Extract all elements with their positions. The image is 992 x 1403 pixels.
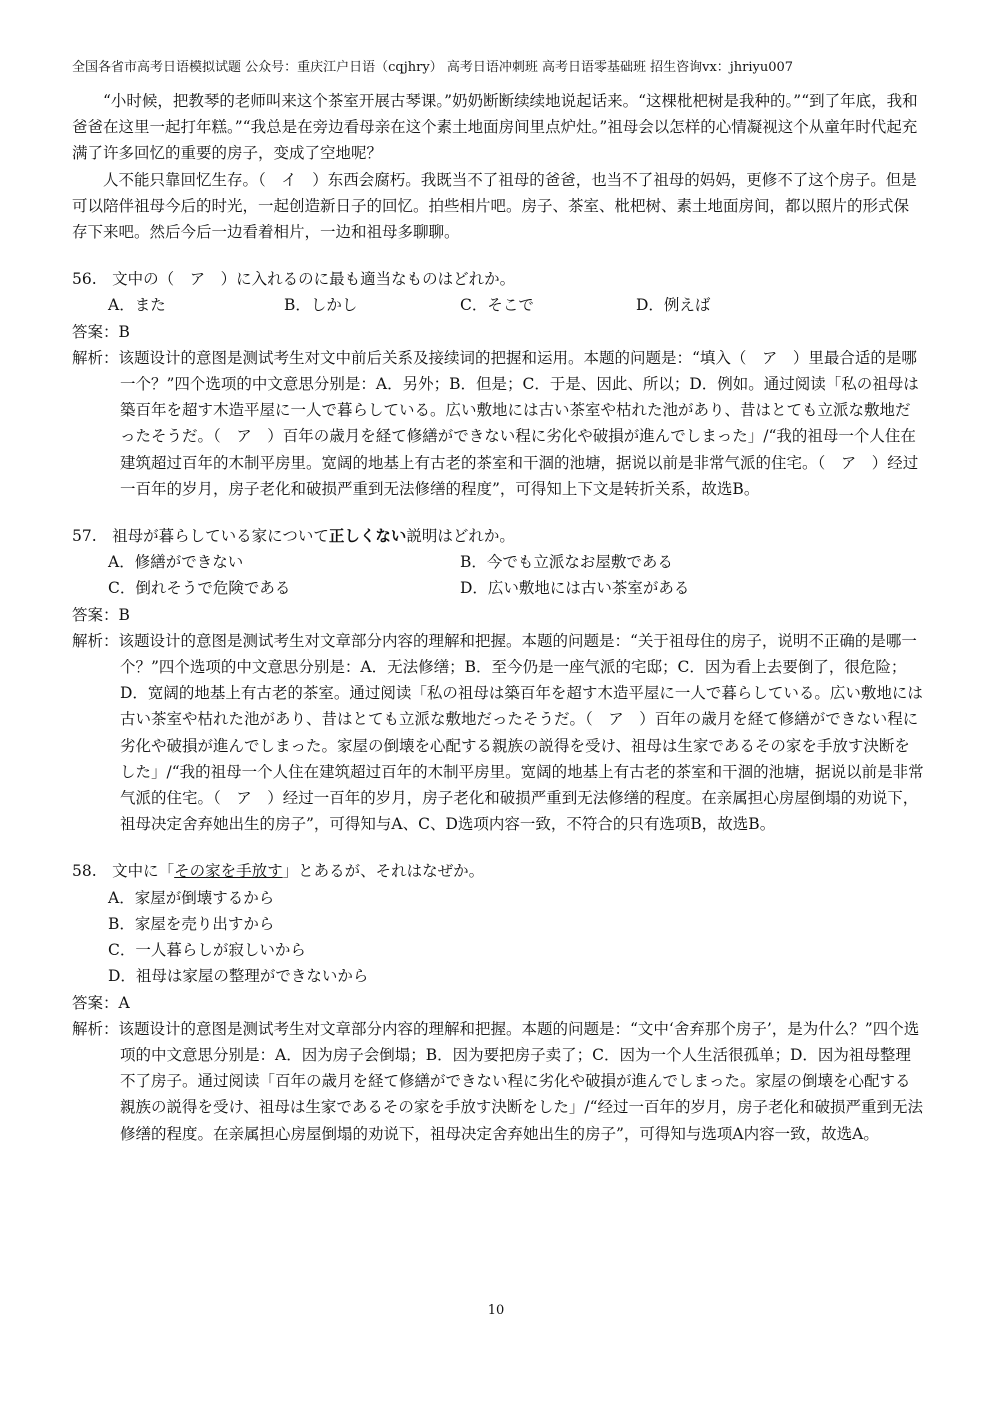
passage-paragraph-1: “小时候，把教琴的老师叫来这个茶室开展古琴课。”奶奶断断续续地说起话来。“这棵枇杷树是我种的。”“到了年底，我和爸爸在这里一起打年糕。”“我总是在旁边看母亲在这个素土地面房间里点炉灶。”祖母会以怎样的心情凝视这个从童年时代起充满了许多回忆的重要的房子，变成了空地呢？ (72, 92, 918, 163)
spacer (72, 837, 924, 858)
question-58-option-c: C．一人暮らしが寂しいから (108, 941, 306, 960)
question-57-stem-pre: 57. 祖母が暮らしている家について (72, 527, 329, 546)
question-57-option-a: A．修繕ができない (108, 553, 244, 572)
question-58-stem-post: 」とあるが、それはなぜか。 (282, 862, 485, 881)
question-57-option-b: B．今でも立派なお屋敷である (460, 553, 673, 572)
question-57-explanation: 解析：该题设计的意图是测试考生对文章部分内容的理解和把握。本题的问题是：“关于祖母住的房子，说明不正确的是哪一个？”四个选项的中文意思分别是：A．无法修缮；B．至今仍是一座气派的宅邸；C．因为看上去要倒了，很危险；D．宽阔的地基上有古老的茶室。通过阅读「私の祖母は築百年を超す木造平屋に一人で暮らしている。広い敷地には古い茶室や枯れた池があり、昔はとても立派な敷地だったそうだ。（ ア ）百年の歳月を経て修繕ができない程に劣化や破損が進んでしまった。家屋の倒壊を心配する親族の説得を受け、祖母は生家であるその家を手放す決断をした」/“我的祖母一个人住在建筑超过百年的木制平房里。宽阔的地基上有古老的茶室和干涸的池塘，据说以前是非常气派的住宅。（ ア ）经过一百年的岁月，房子老化和破损严重到无法修缮的程度。在亲属担心房屋倒塌的劝说下，祖母决定舍弃她出生的房子”，可得知与A、C、D选项内容一致，不符合的只有选项B，故选B。 (72, 631, 924, 834)
spacer (72, 502, 924, 523)
question-56-explanation: 解析：该题设计的意图是测试考生对文中前后关系及接续词的把握和运用。本题的问题是：“填入（ ア ）里最合适的是哪一个？”四个选项的中文意思分别是：A．另外；B．但是；C．于是、因此、所以；D．例如。通过阅读「私の祖母は築百年を超す木造平屋に一人で暮らしている。広い敷地には古い茶室や枯れた池があり、昔はとても立派な敷地だったそうだ。（ ア ）百年の歳月を経て修繕ができない程に劣化や破損が進んでしまった」/“我的祖母一个人住在建筑超过百年的木制平房里。宽阔的地基上有古老的茶室和干涸的池塘，据说以前是非常气派的住宅。（ ア ）经过一百年的岁月，房子老化和破损严重到无法修缮的程度”，可得知上下文是转折关系，故选B。 (72, 348, 919, 498)
question-57-stem (72, 523, 924, 549)
question-56-option-c: C．そこで (460, 296, 534, 315)
question-58-explanation: 解析：该题设计的意图是测试考生对文章部分内容的理解和把握。本题的问题是：“文中‘舍弃那个房子’，是为什么？”四个选项的中文意思分别是：A．因为房子会倒塌；B．因为要把房子卖了；C．因为一个人生活很孤单；D．因为祖母整理不了房子。通过阅读「百年の歳月を経て修繕ができない程に劣化や破損が進んでしまった。家屋の倒壊を心配する親族の説得を受け、祖母は生家であるその家を手放す決断をした」/“经过一百年的岁月，房子老化和破损严重到无法修缮的程度。在亲属担心房屋倒塌的劝说下，祖母决定舍弃她出生的房子”，可得知与选项A内容一致，故选A。 (72, 1019, 924, 1143)
question-56-stem: 56. 文中の（ ア ）に入れるのに最も適当なものはどれか。 (72, 270, 516, 289)
question-58-stem (72, 858, 924, 884)
question-56-option-a: A．また (108, 296, 166, 315)
question-57-option-d: D．広い敷地には古い茶室がある (460, 579, 690, 598)
question-56-option-d: D．例えば (636, 296, 711, 315)
page-header: 全国各省市高考日语模拟试题 公众号：重庆江户日语（cqjhry） 高考日语冲刺班 高考日语零基础班 招生咨询vx：jhriyu007 (72, 60, 794, 75)
question-56-option-b: B．しかし (284, 296, 358, 315)
question-57-stem-post: 説明はどれか。 (406, 527, 515, 546)
question-58-stem-underlined: その家を手放す (174, 862, 283, 881)
question-57-options-row-1 (108, 549, 924, 575)
page-content (72, 88, 924, 1147)
question-56-answer: 答案：B (72, 322, 130, 341)
spacer (72, 245, 924, 266)
question-56-options (108, 292, 924, 318)
question-58-option-d: D．祖母は家屋の整理ができないから (108, 967, 369, 986)
question-57-options-row-2 (108, 575, 924, 601)
question-58-stem-pre: 58. 文中に「 (72, 862, 175, 881)
question-57-option-c: C．倒れそうで危険である (108, 579, 291, 598)
question-57-stem-emphasis: 正しくない (328, 526, 407, 546)
question-58-answer: 答案：A (72, 993, 130, 1012)
question-58-option-b: B．家屋を売り出すから (108, 914, 275, 933)
passage-paragraph-2: 人不能只靠回忆生存。（ イ ）东西会腐朽。我既当不了祖母的爸爸，也当不了祖母的妈妈，更修不了这个房子。但是可以陪伴祖母今后的时光，一起创造新日子的回忆。拍些相片吧。房子、茶室、枇杷树、素土地面房间，都以照片的形式保存下来吧。然后今后一边看着相片，一边和祖母多聊聊。 (72, 170, 917, 242)
question-58-option-a: A．家屋が倒壊するから (108, 888, 275, 907)
page-number: 10 (487, 1303, 505, 1318)
question-57-answer: 答案：B (72, 605, 130, 624)
